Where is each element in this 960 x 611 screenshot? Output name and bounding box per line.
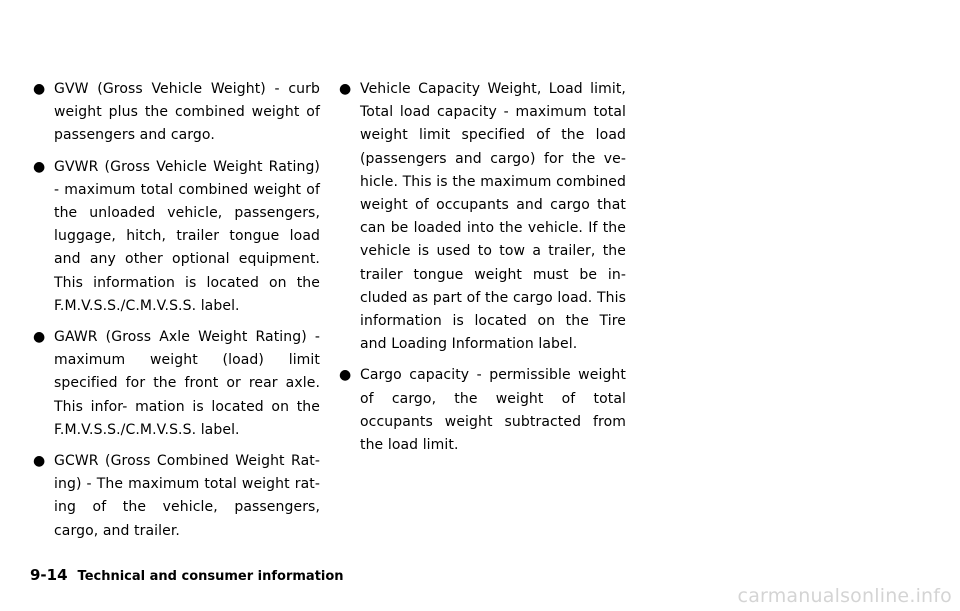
list-item: [30, 156, 320, 318]
section-title: Technical and consumer information: [77, 569, 344, 584]
list-item: [30, 450, 320, 543]
list-item-text: GCWR (Gross Combined Weight Rat- ing) - The maximum total weight rat- ing of the vehicle, passengers, cargo, and trailer.: [54, 453, 320, 539]
bullet-icon: ●: [339, 367, 352, 384]
list-item-text: Cargo capacity - permissible weight of cargo, the weight of total occupants weight subtracted from the load limit.: [360, 367, 626, 454]
bullet-icon: ●: [339, 81, 352, 97]
list-item: [30, 78, 320, 148]
list-item: [336, 364, 626, 457]
page-footer: [30, 566, 344, 586]
list-item-text: GAWR (Gross Axle Weight Rating) - maximum weight (load) limit specified for the front or rear axle. This infor- mation is located on the F.M.V.S.S./C.M.V.S.S. label.: [54, 329, 320, 438]
bullet-icon: ●: [33, 453, 46, 470]
watermark: carmanualsonline.info: [737, 585, 952, 607]
bullet-icon: ●: [33, 158, 46, 175]
bullet-icon: ●: [33, 329, 46, 346]
bullet-icon: ●: [33, 81, 46, 97]
right-column: [336, 78, 626, 465]
left-column: [30, 78, 320, 551]
list-item-text: GVWR (Gross Vehicle Weight Rating) - maximum total combined weight of the unloaded vehicle, passengers, luggage, hitch, trailer tongue load and any other optional equipment. This information is located on the F.M.V.S.S./C.M.V.S.S. label.: [54, 158, 320, 314]
page-number: 9-14: [30, 566, 68, 584]
list-item: [30, 326, 320, 442]
list-item-text: GVW (Gross Vehicle Weight) - curb weight plus the combined weight of passengers and cargo.: [54, 81, 320, 144]
list-item-text: Vehicle Capacity Weight, Load limit, Total load capacity - maximum total weight limit specified of the load (passengers and cargo) for the ve- hicle. This is the maximum combined weight of occupants and cargo that can be loaded into the vehicle. If the vehicle is used to tow a trailer, the trailer tongue weight must be in- cluded as part of the cargo load. This information is located on the Tire and Loading Information label.: [360, 81, 626, 353]
list-item: [336, 78, 626, 356]
